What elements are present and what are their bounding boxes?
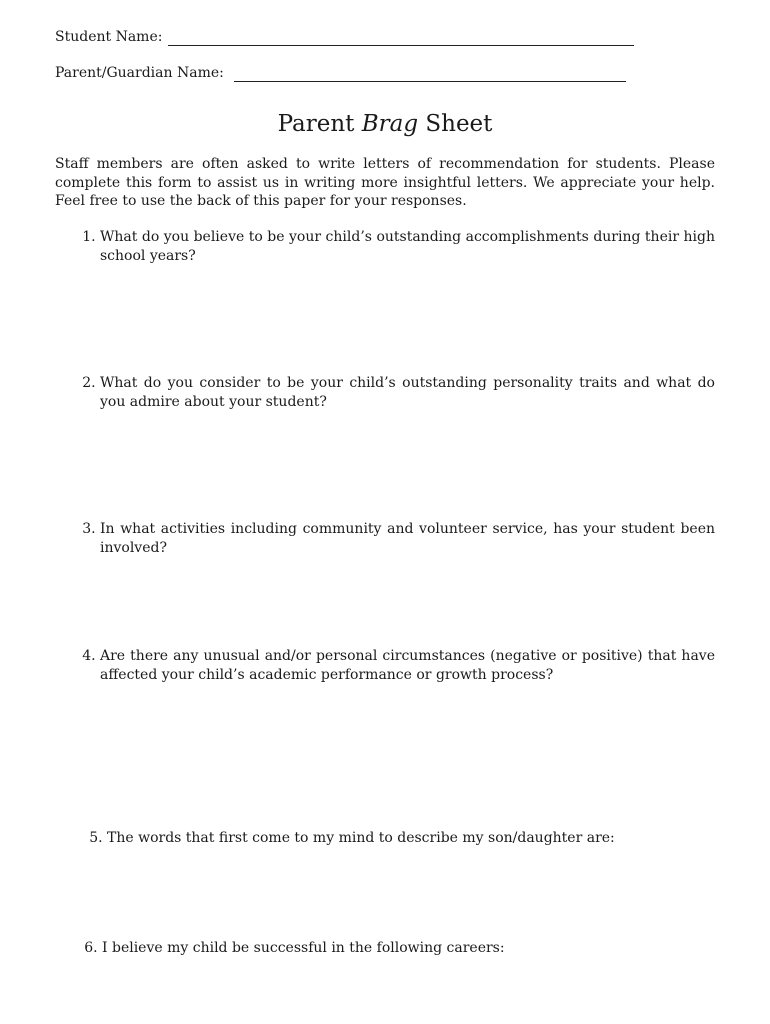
student-name-line[interactable] bbox=[168, 30, 634, 46]
question-text: Are there any unusual and/or personal circumstances (negative or positive) that have affected your child’s academic performance or growth process? bbox=[100, 648, 715, 683]
question-number: 4. bbox=[82, 648, 100, 664]
question-number: 6. bbox=[84, 940, 102, 956]
question-2 bbox=[55, 374, 715, 411]
guardian-name-field bbox=[55, 64, 626, 82]
question-3 bbox=[55, 520, 715, 557]
question-text: The words that first come to my mind to describe my son/daughter are: bbox=[107, 830, 615, 846]
question-1 bbox=[55, 228, 715, 265]
question-text: What do you consider to be your child’s outstanding personality traits and what do you admire about your student? bbox=[100, 375, 715, 410]
title-part-2: Brag bbox=[361, 111, 419, 137]
question-number: 5. bbox=[89, 830, 107, 846]
question-5 bbox=[55, 829, 715, 848]
intro-paragraph: Staff members are often asked to write letters of recommendation for students. Please complete this form to assist us in writing more insightful letters. We appreciate your help. Feel free to use the back of this paper for your responses. bbox=[55, 156, 715, 209]
guardian-name-label: Parent/Guardian Name: bbox=[55, 65, 224, 81]
question-number: 1. bbox=[82, 229, 100, 245]
page-title bbox=[0, 110, 770, 138]
title-part-1: Parent bbox=[277, 111, 355, 137]
question-number: 3. bbox=[82, 521, 100, 537]
guardian-name-line[interactable] bbox=[234, 66, 626, 82]
student-name-field bbox=[55, 28, 634, 46]
question-text: I believe my child be successful in the following careers: bbox=[102, 940, 505, 956]
question-number: 2. bbox=[82, 375, 100, 391]
question-text: What do you believe to be your child’s outstanding accomplishments during their high school years? bbox=[100, 229, 715, 264]
student-name-label: Student Name: bbox=[55, 29, 163, 45]
question-4 bbox=[55, 647, 715, 684]
question-6 bbox=[55, 939, 715, 958]
title-part-3: Sheet bbox=[425, 111, 493, 137]
question-text: In what activities including community and volunteer service, has your student been involved? bbox=[100, 521, 715, 556]
